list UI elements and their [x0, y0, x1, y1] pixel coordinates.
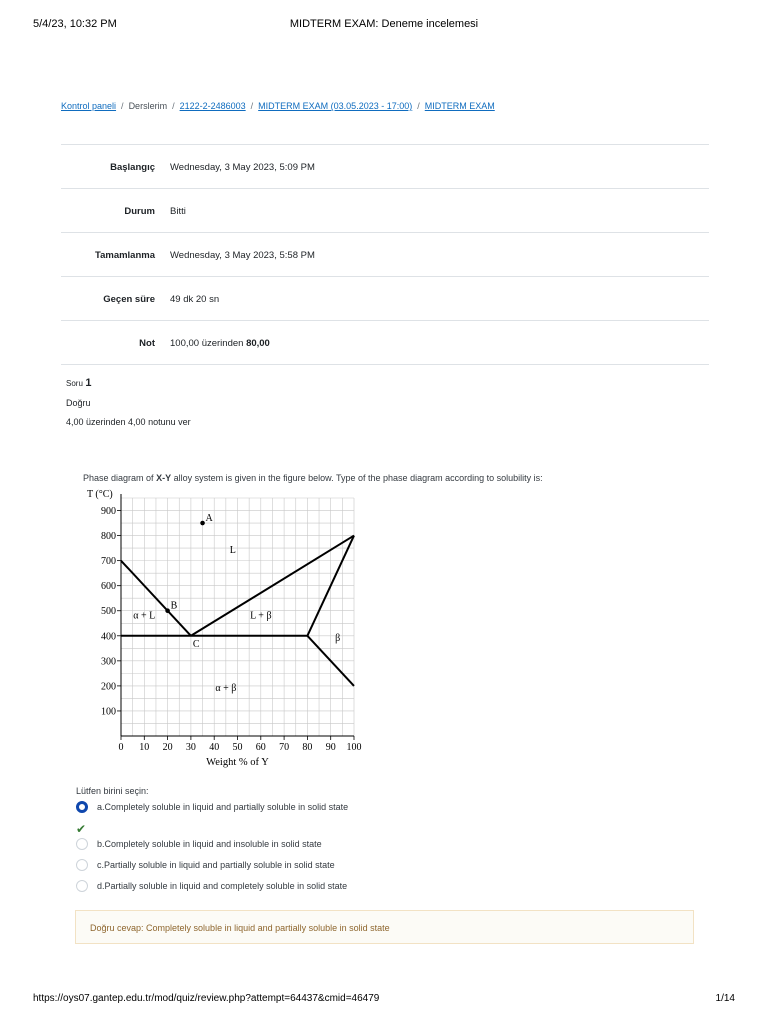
- question-number-value: 1: [85, 377, 92, 389]
- summary-value: Wednesday, 3 May 2023, 5:58 PM: [170, 250, 315, 261]
- answer-option-label: a.Completely soluble in liquid and partially soluble in solid state: [97, 802, 349, 812]
- y-tick-label: 400: [101, 631, 116, 643]
- point-marker-b: [165, 608, 170, 613]
- region-label: β: [335, 632, 341, 644]
- summary-row-grade: [61, 320, 709, 365]
- y-tick-label: 100: [101, 706, 116, 718]
- x-axis-label: Weight % of Y: [206, 757, 269, 768]
- summary-row-time-taken: [61, 276, 709, 320]
- breadcrumb-separator: /: [172, 101, 175, 111]
- y-axis-label: T (°C): [87, 489, 113, 500]
- x-tick-label: 50: [232, 742, 243, 753]
- x-tick-label: 100: [346, 742, 362, 753]
- summary-value: Wednesday, 3 May 2023, 5:09 PM: [170, 162, 315, 173]
- question-text-after: alloy system is given in the figure below. Type of the phase diagram according to solubility is:: [173, 473, 543, 483]
- breadcrumb-my-courses: Derslerim: [128, 101, 168, 111]
- question-mark: 4,00 üzerinden 4,00 notunu ver: [66, 417, 191, 427]
- x-tick-label: 20: [162, 742, 173, 753]
- x-tick-label: 90: [325, 742, 336, 753]
- answer-radio-b[interactable]: [76, 838, 88, 850]
- breadcrumb-separator: /: [250, 101, 254, 111]
- answer-radio-d[interactable]: [76, 880, 88, 892]
- summary-label: Geçen süre: [103, 294, 155, 305]
- question-number-prefix: Soru: [66, 379, 83, 388]
- grade-value: [170, 338, 270, 349]
- print-url: https://oys07.gantep.edu.tr/mod/quiz/review.php?attempt=64437&cmid=46479: [33, 993, 380, 1004]
- question-text: [83, 473, 543, 483]
- question-number: [66, 378, 92, 388]
- summary-row-state: [61, 188, 709, 232]
- breadcrumb-exam-section-link[interactable]: MIDTERM EXAM (03.05.2023 - 17:00): [258, 101, 413, 111]
- point-marker-a: [200, 521, 205, 526]
- question-text-bold: X-Y: [156, 473, 172, 483]
- summary-label: Başlangıç: [110, 162, 155, 173]
- summary-row-started: [61, 144, 709, 188]
- breadcrumb-separator: /: [417, 101, 420, 111]
- answer-radio-c[interactable]: [76, 859, 88, 871]
- point-label-c: C: [192, 638, 200, 650]
- y-tick-label: 600: [101, 581, 116, 593]
- region-label: L + β: [250, 610, 272, 622]
- print-datetime: 5/4/23, 10:32 PM: [33, 18, 117, 30]
- x-tick-label: 30: [185, 742, 196, 753]
- region-label: L: [229, 545, 236, 557]
- point-label-b: B: [170, 600, 178, 612]
- print-header: [33, 18, 735, 32]
- x-tick-label: 70: [279, 742, 290, 753]
- answer-option-label: c.Partially soluble in liquid and partially soluble in solid state: [97, 860, 335, 870]
- y-tick-label: 900: [101, 506, 116, 518]
- print-page-number: 1/14: [715, 993, 735, 1004]
- x-tick-label: 0: [118, 742, 124, 753]
- phase-diagram-chart: [84, 488, 374, 773]
- answer-prompt: Lütfen birini seçin:: [76, 786, 149, 796]
- print-footer: [33, 993, 735, 1007]
- summary-label: Not: [139, 338, 155, 349]
- question-status: Doğru: [66, 398, 91, 408]
- breadcrumb-dashboard-link[interactable]: Kontrol paneli: [61, 101, 117, 111]
- attempt-summary-table: [61, 144, 709, 365]
- x-tick-label: 60: [255, 742, 266, 753]
- summary-label: Durum: [124, 206, 155, 217]
- y-tick-label: 200: [101, 681, 116, 693]
- y-tick-label: 300: [101, 656, 116, 668]
- summary-label: Tamamlanma: [94, 250, 155, 261]
- grade-score: 80,00: [246, 338, 270, 349]
- correct-answer-text: Doğru cevap: Completely soluble in liquid and partially soluble in solid state: [90, 923, 390, 933]
- x-tick-label: 40: [209, 742, 220, 753]
- y-tick-label: 500: [101, 606, 116, 618]
- question-info: [66, 377, 191, 427]
- summary-row-completed: [61, 232, 709, 276]
- region-label: α + β: [215, 682, 237, 694]
- breadcrumb-exam-link[interactable]: MIDTERM EXAM: [424, 101, 495, 111]
- breadcrumb-course-link[interactable]: 2122-2-2486003: [179, 101, 246, 111]
- x-tick-label: 10: [139, 742, 150, 753]
- y-tick-label: 700: [101, 556, 116, 568]
- answer-radio-a[interactable]: [76, 801, 88, 813]
- question-text-before: Phase diagram of: [83, 473, 154, 483]
- summary-value: 49 dk 20 sn: [170, 294, 220, 305]
- breadcrumb: [61, 101, 495, 111]
- x-tick-label: 80: [302, 742, 313, 753]
- correct-answer-feedback: [75, 910, 694, 944]
- breadcrumb-separator: /: [121, 101, 124, 111]
- region-label: α + L: [133, 610, 156, 622]
- check-icon: ✔: [76, 822, 87, 836]
- summary-value: Bitti: [170, 206, 186, 217]
- answer-option-label: b.Completely soluble in liquid and insoluble in solid state: [97, 839, 322, 849]
- point-label-a: A: [205, 513, 213, 525]
- y-tick-label: 800: [101, 531, 116, 543]
- print-page-title: MIDTERM EXAM: Deneme incelemesi: [289, 18, 479, 30]
- grade-prefix: 100,00 üzerinden: [170, 338, 244, 349]
- answer-option-label: d.Partially soluble in liquid and completely soluble in solid state: [97, 881, 348, 891]
